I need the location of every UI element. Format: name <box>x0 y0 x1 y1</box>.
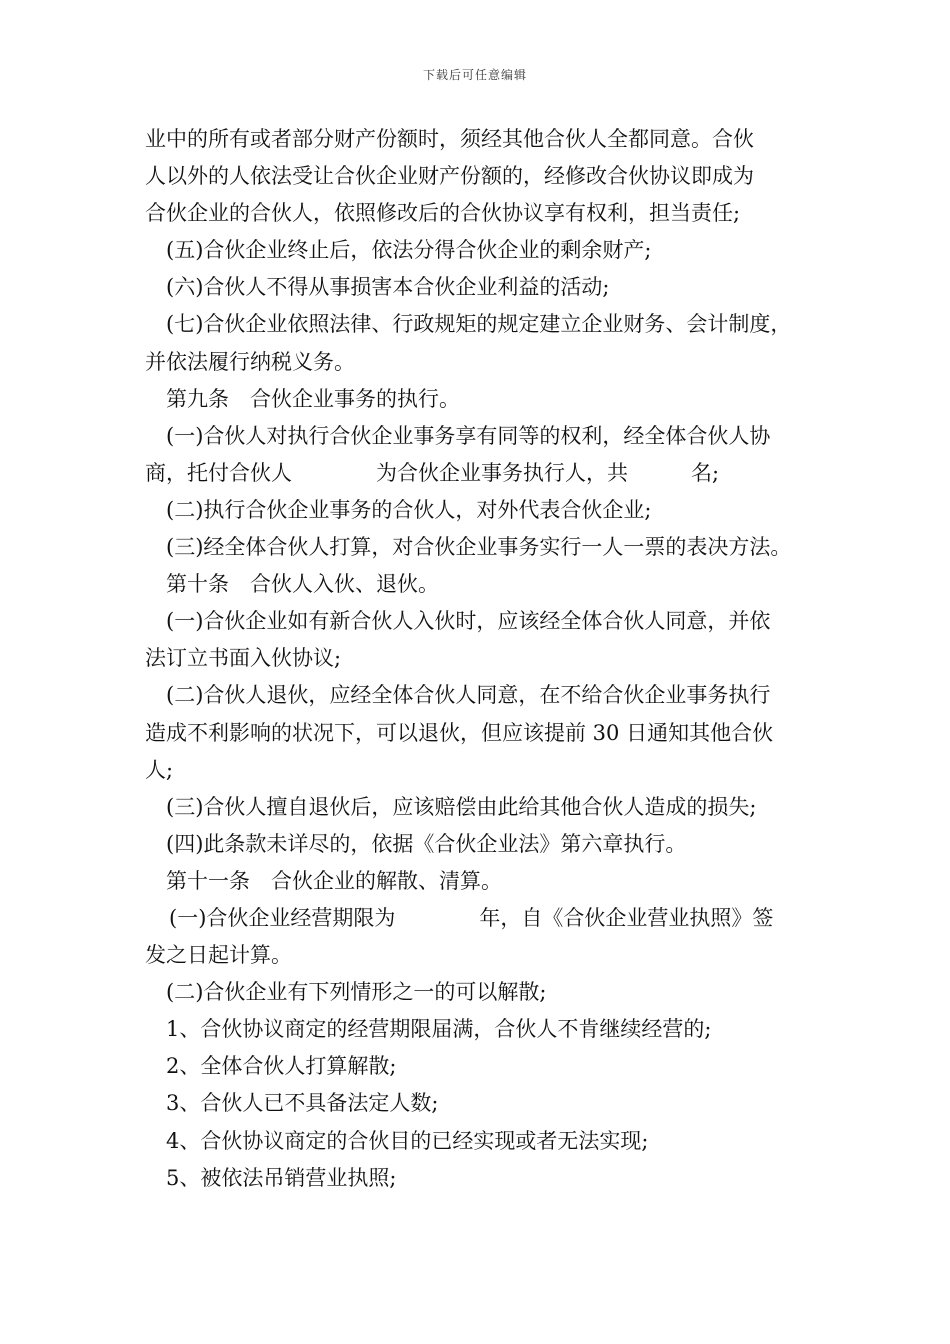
text-line: (二)执行合伙企业事务的合伙人，对外代表合伙企业; <box>166 497 652 522</box>
document-body <box>145 121 825 1197</box>
page-header: 下载后可任意编辑 <box>422 68 527 82</box>
text-line: (一)合伙企业经营期限为 年，自《合伙企业营业执照》签 <box>169 905 774 930</box>
text-line: 业中的所有或者部分财产份额时，须经其他合伙人全都同意。合伙 <box>145 127 754 151</box>
text-line: (四)此条款未详尽的，依据《合伙企业法》第六章执行。 <box>166 831 687 856</box>
text-line: (六)合伙人不得从事损害本合伙企业利益的活动; <box>166 275 610 300</box>
text-line: (七)合伙企业依照法律、行政规矩的规定建立企业财务、会计制度， <box>166 312 792 337</box>
text-line: 2、全体合伙人打算解散; <box>166 1054 397 1079</box>
text-line: 合伙企业的合伙人，依照修改后的合伙协议享有权利，担当责任; <box>145 201 741 226</box>
text-line: 人以外的人依法受让合伙企业财产份额的，经修改合伙协议即成为 <box>145 164 754 189</box>
text-line: 1、合伙协议商定的经营期限届满，合伙人不肯继续经营的; <box>166 1017 712 1042</box>
text-line: 5、被依法吊销营业执照; <box>166 1165 397 1190</box>
text-line: 造成不利影响的状况下，可以退伙，但应该提前 30 日通知其他合伙 <box>145 720 774 745</box>
text-line: (二)合伙人退伙，应经全体合伙人同意，在不给合伙企业事务执行 <box>166 683 771 708</box>
text-line: (三)经全体合伙人打算，对合伙企业事务实行一人一票的表决方法。 <box>166 535 792 560</box>
text-line: 3、合伙人已不具备法定人数; <box>166 1091 439 1116</box>
text-line: (五)合伙企业终止后，依法分得合伙企业的剩余财产; <box>166 238 652 263</box>
text-line: 发之日起计算。 <box>145 943 292 968</box>
text-line: 商，托付合伙人 为合伙企业事务执行人，共 名; <box>145 460 720 485</box>
text-line: 并依法履行纳税义务。 <box>145 349 355 374</box>
text-line: 法订立书面入伙协议; <box>145 646 342 671</box>
text-line: 第十条 合伙人入伙、退伙。 <box>166 572 439 597</box>
text-line: 第十一条 合伙企业的解散、清算。 <box>166 868 502 893</box>
text-line: 人; <box>145 757 174 782</box>
text-line: (二)合伙企业有下列情形之一的可以解散; <box>166 980 547 1005</box>
text-line: 4、合伙协议商定的合伙目的已经实现或者无法实现; <box>166 1128 649 1153</box>
text-line: 第九条 合伙企业事务的执行。 <box>166 386 460 411</box>
text-line: (一)合伙人对执行合伙企业事务享有同等的权利，经全体合伙人协 <box>166 423 771 448</box>
text-line: (三)合伙人擅自退伙后，应该赔偿由此给其他合伙人造成的损失; <box>166 794 757 819</box>
text-line: (一)合伙企业如有新合伙人入伙时，应该经全体合伙人同意，并依 <box>166 609 771 634</box>
